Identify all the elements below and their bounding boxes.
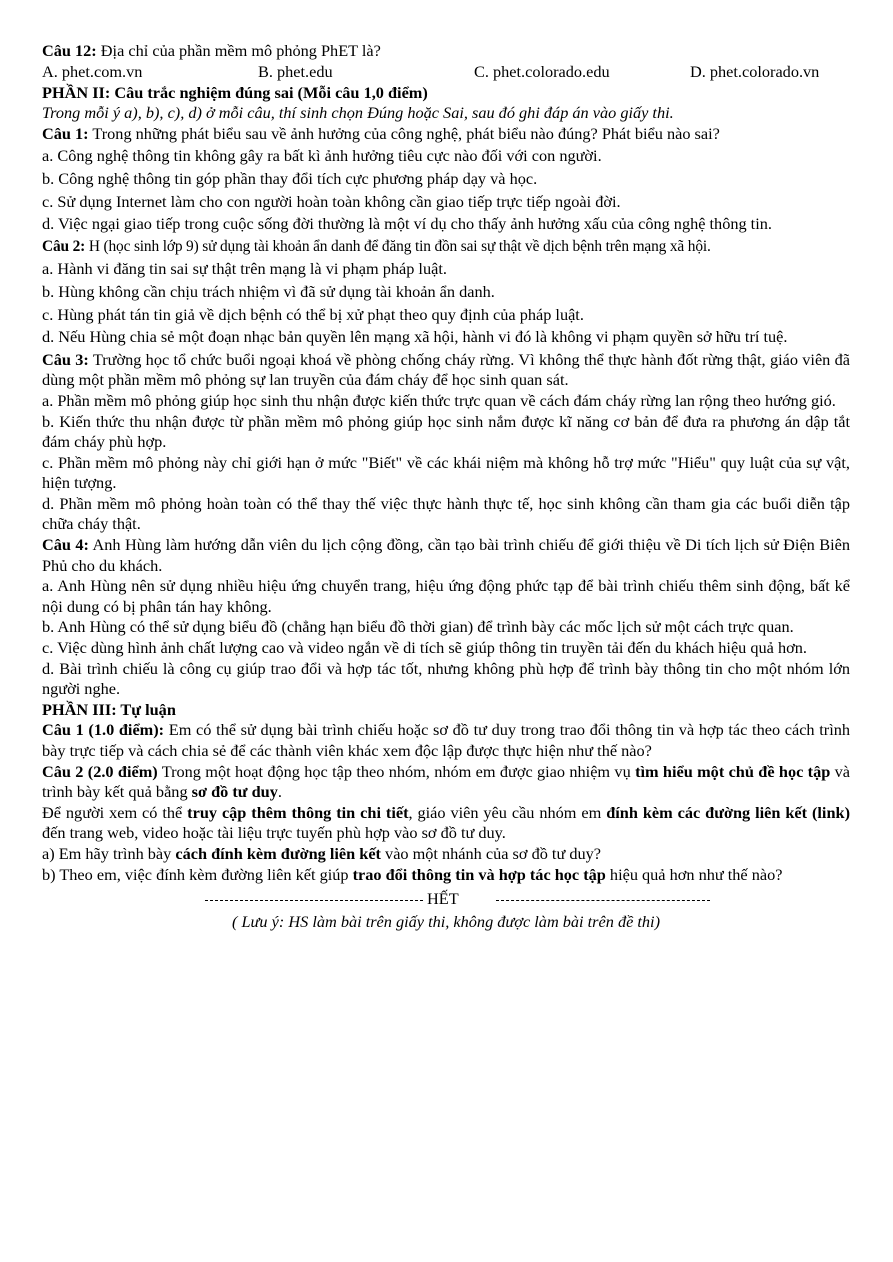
question-label: Câu 2 (2.0 điểm) [42, 761, 158, 781]
option-b: B. phet.edu [258, 61, 333, 81]
emphasis-run: trao đổi thông tin và hợp tác học tập [352, 864, 606, 884]
statement-item: a. Anh Hùng nên sử dụng nhiều hiệu ứng chuyển trang, hiệu ứng động phức tạp để bài trình chiếu thêm sinh động, bất kể nội dung có bị phân tán hay không. [42, 576, 850, 616]
question-label: Câu 2: [42, 237, 86, 255]
part2-question-1 [42, 124, 850, 145]
end-marker [42, 889, 850, 911]
emphasis-run: sơ đồ tư duy [191, 782, 278, 802]
statement-item: b. Anh Hùng có thể sử dụng biểu đồ (chẳng hạn biểu đồ thời gian) để trình bày các mốc lịch sử một cách trực quan. [42, 617, 794, 637]
question-12 [42, 41, 850, 62]
statement-item: d. Việc ngại giao tiếp trong cuộc sống đời thường là một ví dụ cho thấy ảnh hưởng xấu của công nghệ thông tin. [42, 214, 772, 234]
text-run: Trong một hoạt động học tập theo nhóm, nhóm em được giao nhiệm vụ [157, 761, 636, 781]
emphasis-run: tìm hiểu một chủ đề học tập [635, 761, 831, 781]
part2-question-2 [42, 237, 850, 258]
question-text: Trường học tổ chức buổi ngoại khoá về phòng chống cháy rừng. Vì không thể thực hành đốt rừng thật, giáo viên đã dùng một phần mềm mô phỏng sự lan truyền của đám cháy để học sinh quan sát. [42, 349, 850, 390]
emphasis-run: cách đính kèm đường liên kết [175, 843, 381, 863]
question-label: Câu 4: [42, 535, 89, 555]
question-text: Em có thể sử dụng bài trình chiếu hoặc sơ đồ tư duy trong trao đổi thông tin và hợp tác theo cách trình bày trực tiếp và cách chia sẻ để các thành viên khác xem độc lập được thực hiện như thế nào? [42, 720, 850, 760]
text-run: đến trang web, video hoặc tài liệu trực tuyến phù hợp vào sơ đồ tư duy. [42, 823, 506, 843]
right-dashed-line [496, 900, 710, 901]
part2-question-4 [42, 535, 850, 576]
part2-question-3 [42, 350, 850, 391]
exam-page [42, 41, 850, 933]
text-run: , giáo viên yêu cầu nhóm em [408, 802, 607, 822]
end-label: HẾT [427, 889, 459, 909]
emphasis-run: truy cập thêm thông tin chi tiết [187, 802, 409, 822]
statement-item: c. Sử dụng Internet làm cho con người hoàn toàn không cần giao tiếp trực tiếp ngoài đời. [42, 191, 621, 211]
statement-item: b. Công nghệ thông tin góp phần thay đổi tích cực phương pháp dạy và học. [42, 168, 538, 188]
text-run: b) Theo em, việc đính kèm đường liên kết giúp [42, 864, 353, 884]
emphasis-run: đính kèm các đường liên kết (link) [606, 802, 850, 822]
part3-question-2-paragraph [42, 803, 850, 844]
statement-item: c. Phần mềm mô phỏng này chỉ giới hạn ở mức "Biết" về các khái niệm mà không hỗ trợ mức "Hiểu" quy luật của sự vật, hiện tượng. [42, 452, 850, 493]
option-d: D. phet.colorado.vn [690, 61, 820, 81]
question-label: Câu 3: [42, 349, 89, 369]
part2-instruction: Trong mỗi ý a), b), c), d) ở mỗi câu, thí sinh chọn Đúng hoặc Sai, sau đó ghi đáp án vào giấy thi. [42, 103, 674, 123]
part3-question-2-b [42, 865, 850, 886]
statement-item: b. Kiến thức thu nhận được từ phần mềm mô phỏng giúp học sinh nắm được kĩ năng cơ bản để đưa ra phương án dập tắt đám cháy phù hợp. [42, 411, 850, 452]
text-run: . [277, 782, 282, 802]
statement-item: d. Bài trình chiếu là công cụ giúp trao đổi và hợp tác tốt, nhưng không phù hợp để trình bày thông tin cho một nhóm lớn người nghe. [42, 658, 850, 699]
question-text: Địa chỉ của phần mềm mô phỏng PhET là? [96, 41, 381, 60]
text-run: hiệu quả hơn như thế nào? [605, 864, 783, 884]
question-text: Trong những phát biểu sau về ảnh hưởng của công nghệ, phát biểu nào đúng? Phát biểu nào sai? [88, 123, 720, 143]
question-text: H (học sinh lớp 9) sử dụng tài khoản ẩn danh để đăng tin đồn sai sự thật về dịch bệnh trên mạng xã hội. [85, 237, 711, 255]
statement-item: a. Công nghệ thông tin không gây ra bất kì ảnh hưởng tiêu cực nào đối với con người. [42, 146, 602, 166]
text-run: Để người xem có thể [42, 802, 188, 822]
part2-heading: PHẦN II: Câu trắc nghiệm đúng sai (Mỗi câu 1,0 điểm) [42, 82, 428, 102]
option-a: A. phet.com.vn [42, 61, 143, 81]
left-dashed-line [205, 900, 423, 901]
statement-item: b. Hùng không cần chịu trách nhiệm vì đã sử dụng tài khoản ẩn danh. [42, 281, 495, 301]
statement-item: c. Hùng phát tán tin giả về dịch bệnh có thể bị xử phạt theo quy định của pháp luật. [42, 304, 584, 324]
statement-item: d. Phần mềm mô phỏng hoàn toàn có thể thay thế việc thực hành thực tế, học sinh không cần tham gia các buổi diễn tập chữa cháy thật. [42, 493, 850, 534]
text-run: vào một nhánh của sơ đồ tư duy? [380, 843, 601, 863]
part3-question-1 [42, 720, 850, 761]
statement-item: a. Phần mềm mô phỏng giúp học sinh thu nhận được kiến thức trực quan về cách đám cháy rừng lan rộng theo hướng gió. [42, 390, 836, 410]
part3-heading: PHẦN III: Tự luận [42, 699, 176, 719]
part3-question-2 [42, 762, 850, 803]
text-run: a) Em hãy trình bày [42, 843, 176, 863]
statement-item: d. Nếu Hùng chia sẻ một đoạn nhạc bản quyền lên mạng xã hội, hành vi đó là không vi phạm quyền sở hữu trí tuệ. [42, 327, 788, 347]
question-label: Câu 12: [42, 41, 97, 60]
statement-item: c. Việc dùng hình ảnh chất lượng cao và video ngắn về di tích sẽ giúp thông tin truyền tải đến du khách hiệu quả hơn. [42, 638, 807, 658]
question-label: Câu 1 (1.0 điểm): [42, 720, 165, 740]
question-12-options [42, 62, 850, 83]
option-c: C. phet.colorado.edu [474, 61, 610, 81]
statement-item: a. Hành vi đăng tin sai sự thật trên mạng là vi phạm pháp luật. [42, 259, 447, 279]
question-label: Câu 1: [42, 123, 89, 143]
question-text: Anh Hùng làm hướng dẫn viên du lịch cộng đồng, cần tạo bài trình chiếu để giới thiệu về Di tích lịch sử Điện Biên Phủ cho du khách. [42, 535, 850, 575]
text-run: và trình bày kết quả bằng [42, 761, 850, 802]
part3-question-2-a [42, 844, 850, 865]
footer-note: ( Lưu ý: HS làm bài trên giấy thi, không được làm bài trên đề thi) [232, 912, 660, 932]
